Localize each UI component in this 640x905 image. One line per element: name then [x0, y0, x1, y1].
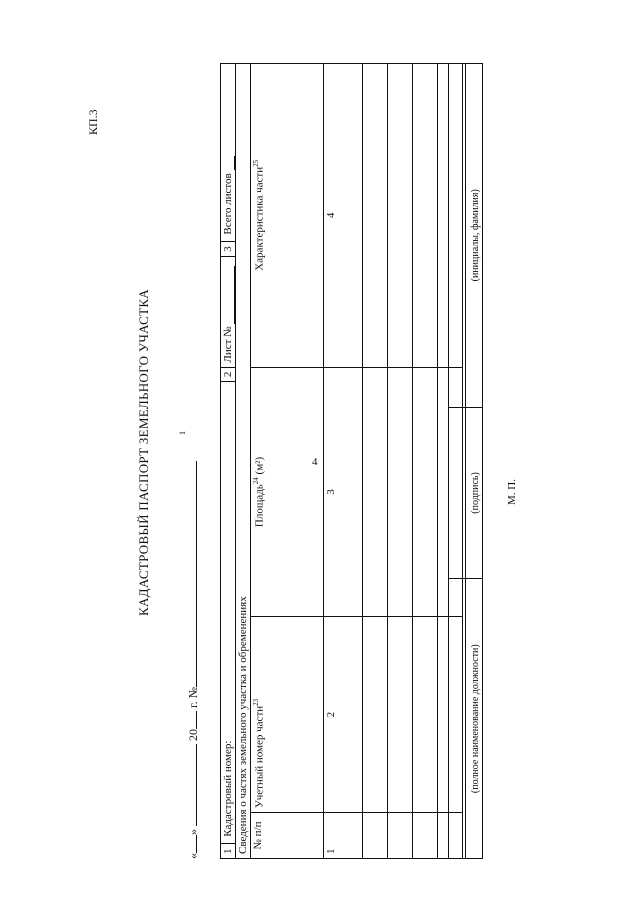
cell-number-2: 2 [221, 368, 235, 383]
section-row [236, 64, 251, 859]
page-number: 4 [312, 456, 318, 468]
signature-caption: (подпись) [466, 407, 483, 579]
cadastral-label: Кадастровый номер: [222, 740, 234, 837]
year-blank [184, 711, 197, 729]
column-number-4: 4 [324, 64, 363, 368]
signature-table [448, 63, 483, 859]
parts-table [220, 63, 463, 859]
column-number-1: 1 [324, 813, 363, 859]
name-caption: (инициалы, фамилия) [466, 64, 483, 408]
section-title: Сведения о частях земельного участка и обременениях [236, 64, 251, 859]
col-header-area: Площадь$^{24}$ (м²) [251, 367, 324, 617]
year-suffix: г. № [186, 686, 200, 708]
signature-field [449, 407, 466, 579]
empty-row [388, 64, 413, 859]
number-blank [184, 461, 197, 687]
document-title: КАДАСТРОВЫЙ ПАСПОРТ ЗЕМЕЛЬНОГО УЧАСТКА [136, 289, 151, 616]
empty-row [363, 64, 388, 859]
sheet-label: Лист № [222, 326, 234, 363]
year-prefix: 20 [186, 729, 200, 741]
col-header-part-number: Учетный номер части$^{23}$ [251, 617, 324, 813]
col-header-number: № п/п [251, 813, 324, 859]
column-number-row [324, 64, 363, 859]
footnote-marker: 1 [178, 431, 187, 435]
date-number-line [184, 461, 201, 859]
month-blank [184, 744, 197, 826]
open-quote: « [186, 853, 200, 859]
cell-number-1: 1 [221, 844, 235, 859]
position-caption: (полное наименование должности) [466, 579, 483, 859]
total-sheets-label: Всего листов [222, 173, 234, 235]
cell-number-3: 3 [221, 241, 235, 257]
col-header-characteristic: Характеристика части$^{25}$ [251, 64, 324, 368]
form-code: КП.3 [86, 109, 100, 135]
header-row [221, 64, 236, 859]
column-header-row [251, 64, 324, 859]
close-quote: » [186, 829, 200, 835]
position-field [449, 579, 466, 859]
name-field [449, 64, 466, 408]
empty-row [413, 64, 438, 859]
sheet-number-blank [223, 266, 235, 324]
total-sheets-blank [223, 157, 235, 171]
signature-caption-row [466, 64, 483, 859]
day-blank [184, 835, 197, 853]
column-number-2: 2 [324, 617, 363, 813]
column-number-3: 3 [324, 367, 363, 617]
signature-row [449, 64, 466, 859]
stamp-placeholder: М. П. [506, 479, 518, 505]
